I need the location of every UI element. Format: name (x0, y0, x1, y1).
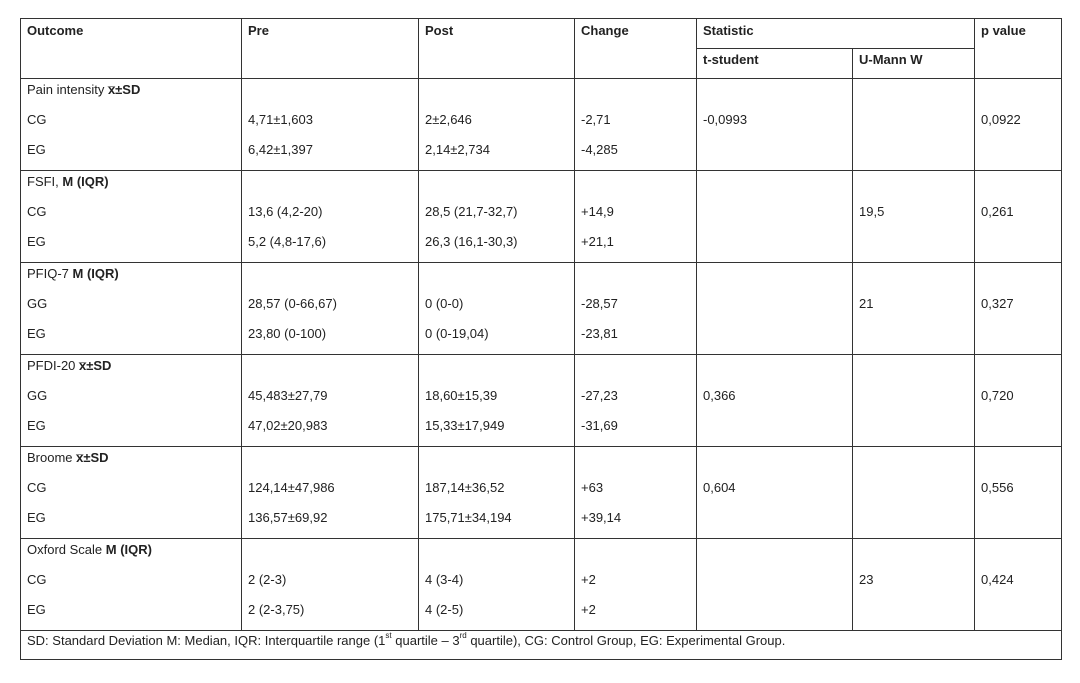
change-value: +39,14 (581, 510, 622, 525)
pre-value: 2 (2-3) (248, 572, 287, 587)
group-label: EG (27, 418, 46, 433)
change-value: -31,69 (581, 418, 618, 433)
p-value: 0,556 (981, 480, 1014, 495)
post-value: 0 (0-0) (425, 296, 464, 311)
pre-value: 5,2 (4,8-17,6) (248, 234, 327, 249)
pre-value: 23,80 (0-100) (248, 326, 327, 341)
group-title: PFIQ-7 M (IQR) (27, 266, 119, 281)
group-label: GG (27, 296, 48, 311)
header-post: Post (419, 19, 575, 79)
t-student-value: 0,366 (703, 388, 736, 403)
post-value: 187,14±36,52 (425, 480, 505, 495)
change-value: +63 (581, 480, 604, 495)
header-change: Change (575, 19, 697, 79)
post-value: 28,5 (21,7-32,7) (425, 204, 518, 219)
group-title: Oxford Scale M (IQR) (27, 542, 152, 557)
group-row-pain-intensity (21, 79, 1062, 171)
change-value: +14,9 (581, 204, 614, 219)
group-title: Broome x̅±SD (27, 450, 109, 465)
post-value: 0 (0-19,04) (425, 326, 489, 341)
change-value: +21,1 (581, 234, 614, 249)
group-title: Pain intensity x̅±SD (27, 82, 141, 97)
post-value: 4 (2-5) (425, 602, 464, 617)
pre-value: 2 (2-3,75) (248, 602, 305, 617)
group-label: EG (27, 602, 46, 617)
group-title: FSFI, M (IQR) (27, 174, 109, 189)
t-student-value: -0,0993 (703, 112, 748, 127)
group-row-broome (21, 447, 1062, 539)
change-value: +2 (581, 602, 596, 617)
post-value: 15,33±17,949 (425, 418, 505, 433)
p-value: 0,720 (981, 388, 1014, 403)
group-label: EG (27, 142, 46, 157)
footnote: SD: Standard Deviation M: Median, IQR: Interquartile range (1st quartile – 3rd quartile), CG: Control Group, EG: Experimental Group. (21, 631, 1062, 660)
change-value: -2,71 (581, 112, 611, 127)
header-t-student: t-student (697, 49, 853, 79)
u-mann-value: 23 (859, 572, 874, 587)
post-value: 175,71±34,194 (425, 510, 512, 525)
group-row-pfdi20 (21, 355, 1062, 447)
pre-value: 6,42±1,397 (248, 142, 313, 157)
group-row-oxford (21, 539, 1062, 631)
post-value: 2±2,646 (425, 112, 472, 127)
post-value: 2,14±2,734 (425, 142, 490, 157)
pre-value: 28,57 (0-66,67) (248, 296, 337, 311)
pre-value: 4,71±1,603 (248, 112, 313, 127)
footnote-row (21, 631, 1062, 660)
header-p-value: p value (975, 19, 1062, 79)
change-value: -28,57 (581, 296, 618, 311)
group-label: GG (27, 388, 48, 403)
u-mann-value: 21 (859, 296, 874, 311)
group-row-pfiq7 (21, 263, 1062, 355)
group-label: CG (27, 480, 47, 495)
pre-value: 136,57±69,92 (248, 510, 328, 525)
header-pre: Pre (242, 19, 419, 79)
p-value: 0,0922 (981, 112, 1021, 127)
change-value: -4,285 (581, 142, 618, 157)
post-value: 4 (3-4) (425, 572, 464, 587)
group-label: CG (27, 204, 47, 219)
group-title: PFDI-20 x̅±SD (27, 358, 112, 373)
header-u-mann: U-Mann W (853, 49, 975, 79)
group-label: EG (27, 510, 46, 525)
p-value: 0,327 (981, 296, 1014, 311)
change-value: +2 (581, 572, 596, 587)
pre-value: 124,14±47,986 (248, 480, 335, 495)
u-mann-value: 19,5 (859, 204, 885, 219)
change-value: -23,81 (581, 326, 618, 341)
post-value: 26,3 (16,1-30,3) (425, 234, 518, 249)
t-student-value: 0,604 (703, 480, 736, 495)
p-value: 0,261 (981, 204, 1014, 219)
group-row-fsfi (21, 171, 1062, 263)
header-statistic: Statistic (697, 19, 975, 49)
pre-value: 45,483±27,79 (248, 388, 328, 403)
results-table (20, 18, 1062, 660)
p-value: 0,424 (981, 572, 1014, 587)
group-label: CG (27, 572, 47, 587)
pre-value: 13,6 (4,2-20) (248, 204, 323, 219)
group-label: CG (27, 112, 47, 127)
header-row (21, 19, 1062, 49)
pre-value: 47,02±20,983 (248, 418, 328, 433)
group-label: EG (27, 326, 46, 341)
post-value: 18,60±15,39 (425, 388, 498, 403)
group-label: EG (27, 234, 46, 249)
change-value: -27,23 (581, 388, 618, 403)
header-outcome: Outcome (21, 19, 242, 79)
